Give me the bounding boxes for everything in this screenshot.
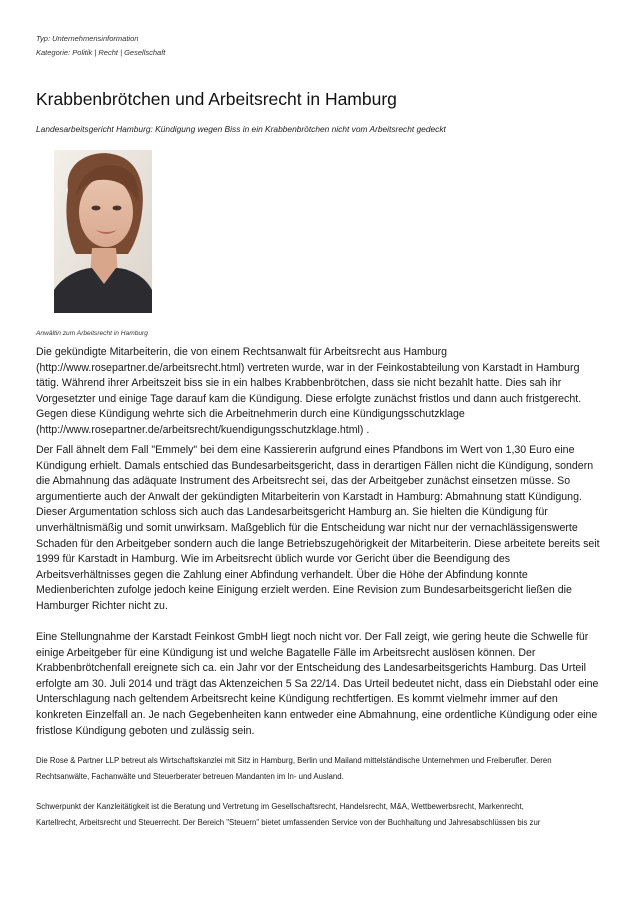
meta-type: Typ: Unternehmensinformation bbox=[36, 34, 139, 43]
text-line: Rechtsanwälte, Fachanwälte und Steuerberater betreuen Mandanten im In- und Ausland. bbox=[36, 772, 344, 781]
text-line: die Abmahnung das adäquate Instrument des Arbeitsrecht sei, das der Arbeitgeber zunächst einsetzen müsse. So bbox=[36, 475, 571, 488]
text-line: Unterschlagung nach geltendem Arbeitsrecht keine Kündigung rechtfertigen. Es kommt vielmehr immer auf den bbox=[36, 693, 558, 706]
text-line: 1999 für Karstadt in Hamburg. Wie im Arbeitsrecht üblich wurde vor Gericht über die Beendigung des bbox=[36, 553, 511, 566]
text-line: Krabbenbrötchenfall ereignete sich ca. ein Jahr vor der Entscheidung des Landesarbeitsgerichts Hamburg. Das Urteil bbox=[36, 662, 587, 675]
text-line: Medienberichten zufolge jedoch keine Einigung erzielt werden. Eine Revision zum Bundesarbeitsgericht ließen die bbox=[36, 584, 572, 597]
paragraph-1 bbox=[36, 345, 608, 439]
paragraph-2 bbox=[36, 443, 608, 615]
text-line: Arbeitsverhältnisses gegen die Zahlung einer Abfindung verhandelt. Über die Höhe der Abfindung konnte bbox=[36, 568, 528, 581]
text-line: konkreten Einzelfall an. Je nach Gegebenheiten kann entweder eine Abmahnung, eine ordentliche Kündigung oder eine bbox=[36, 708, 598, 721]
author-photo bbox=[54, 150, 152, 313]
text-line: tätig. Während ihrer Arbeitszeit biss sie in ein halbes Krabbenbrötchen, dass sie nicht bezahlt hatte. Dies sah ihr bbox=[36, 377, 562, 390]
text-line: Gegen diese Kündigung wehrte sich die Arbeitnehmerin durch eine Kündigungsschutzklage bbox=[36, 408, 465, 421]
text-line: erfolgte am 30. Juli 2014 und trägt das Aktenzeichen 5 Sa 22/14. Das Urteil bedeutet nicht, dass ein Diebstahl oder eine bbox=[36, 677, 599, 690]
text-line: Eine Stellungnahme der Karstadt Feinkost GmbH liegt noch nicht vor. Der Fall zeigt, wie gering heute die Schwelle für bbox=[36, 631, 589, 643]
meta-category: Kategorie: Politik | Recht | Gesellschaft bbox=[36, 48, 166, 57]
text-line: (http://www.rosepartner.de/arbeitsrecht/kuendigungsschutzklage.html) . bbox=[36, 423, 370, 436]
photo-caption: Anwältin zum Arbeitsrecht in Hamburg bbox=[36, 330, 148, 337]
article-subtitle: Landesarbeitsgericht Hamburg: Kündigung wegen Biss in ein Krabbenbrötchen nicht vom Arbeitsrecht gedeckt bbox=[36, 124, 446, 134]
text-line: einige Arbeitgeber für eine Kündigung ist und welche Bagatelle Fälle im Arbeitsrecht auslösen können. Der bbox=[36, 646, 536, 659]
text-line: Vorgesetzter und einige Tage darauf kam die Kündigung. Diese erfolgte zunächst fristlos und dann auch fristgerecht. bbox=[36, 392, 582, 405]
text-line: (http://www.rosepartner.de/arbeitsrecht.html) vertreten wurde, war in der Feinkostabteilung von Karstadt in Hamburg bbox=[36, 361, 580, 374]
paragraph-3 bbox=[36, 630, 608, 739]
about-paragraph-2 bbox=[36, 799, 608, 831]
text-line: unverhältnismäßig und somit unwirksam. Maßgeblich für die Entscheidung war nicht nur der vernachlässigenswerte bbox=[36, 521, 578, 534]
text-line: Die gekündigte Mitarbeiterin, die von einem Rechtsanwalt für Arbeitsrecht aus Hamburg bbox=[36, 346, 448, 358]
text-line: fristlose Kündigung geboten und zulässig sein. bbox=[36, 724, 255, 737]
text-line: Kündigung erhielt. Damals entschied das Bundesarbeitsgericht, dass in derartigen Fällen nicht die Kündigung, sondern bbox=[36, 459, 594, 472]
text-line: Dieser Argumentation schloss sich auch das Landesarbeitsgericht Hamburg an. Sie hielten die Kündigung für bbox=[36, 506, 548, 519]
text-line: argumentierte auch der Anwalt der gekündigten Mitarbeiterin von Karstadt in Hamburg: Abmahnung statt Kündigung. bbox=[36, 490, 582, 503]
about-paragraph-1 bbox=[36, 753, 608, 785]
text-line: Die Rose & Partner LLP betreut als Wirtschaftskanzlei mit Sitz in Hamburg, Berlin und Mailand mittelständische Unternehmen und Freiberufler. Deren bbox=[36, 756, 552, 765]
text-line: Kartellrecht, Arbeitsrecht und Steuerrecht. Der Bereich "Steuern" bietet umfassenden Service von der Buchhaltung und Jahresabschlüssen bis zur bbox=[36, 818, 541, 827]
article-title: Krabbenbrötchen und Arbeitsrecht in Hamburg bbox=[36, 89, 397, 109]
text-line: Der Fall ähnelt dem Fall "Emmely" bei dem eine Kassiererin aufgrund eines Pfandbons im Wert von 1,30 Euro eine bbox=[36, 444, 575, 456]
text-line: Schwerpunkt der Kanzleitätigkeit ist die Beratung und Vertretung im Gesellschaftsrecht, Handelsrecht, M&A, Wettbewerbsrecht, Markenrecht, bbox=[36, 802, 524, 811]
text-line: Hamburger Richter nicht zu. bbox=[36, 599, 168, 612]
text-line: Schaden für den Arbeitgeber sondern auch die lange Betriebszugehörigkeit der Mitarbeiterin. Diese arbeitete bereits seit bbox=[36, 537, 600, 550]
